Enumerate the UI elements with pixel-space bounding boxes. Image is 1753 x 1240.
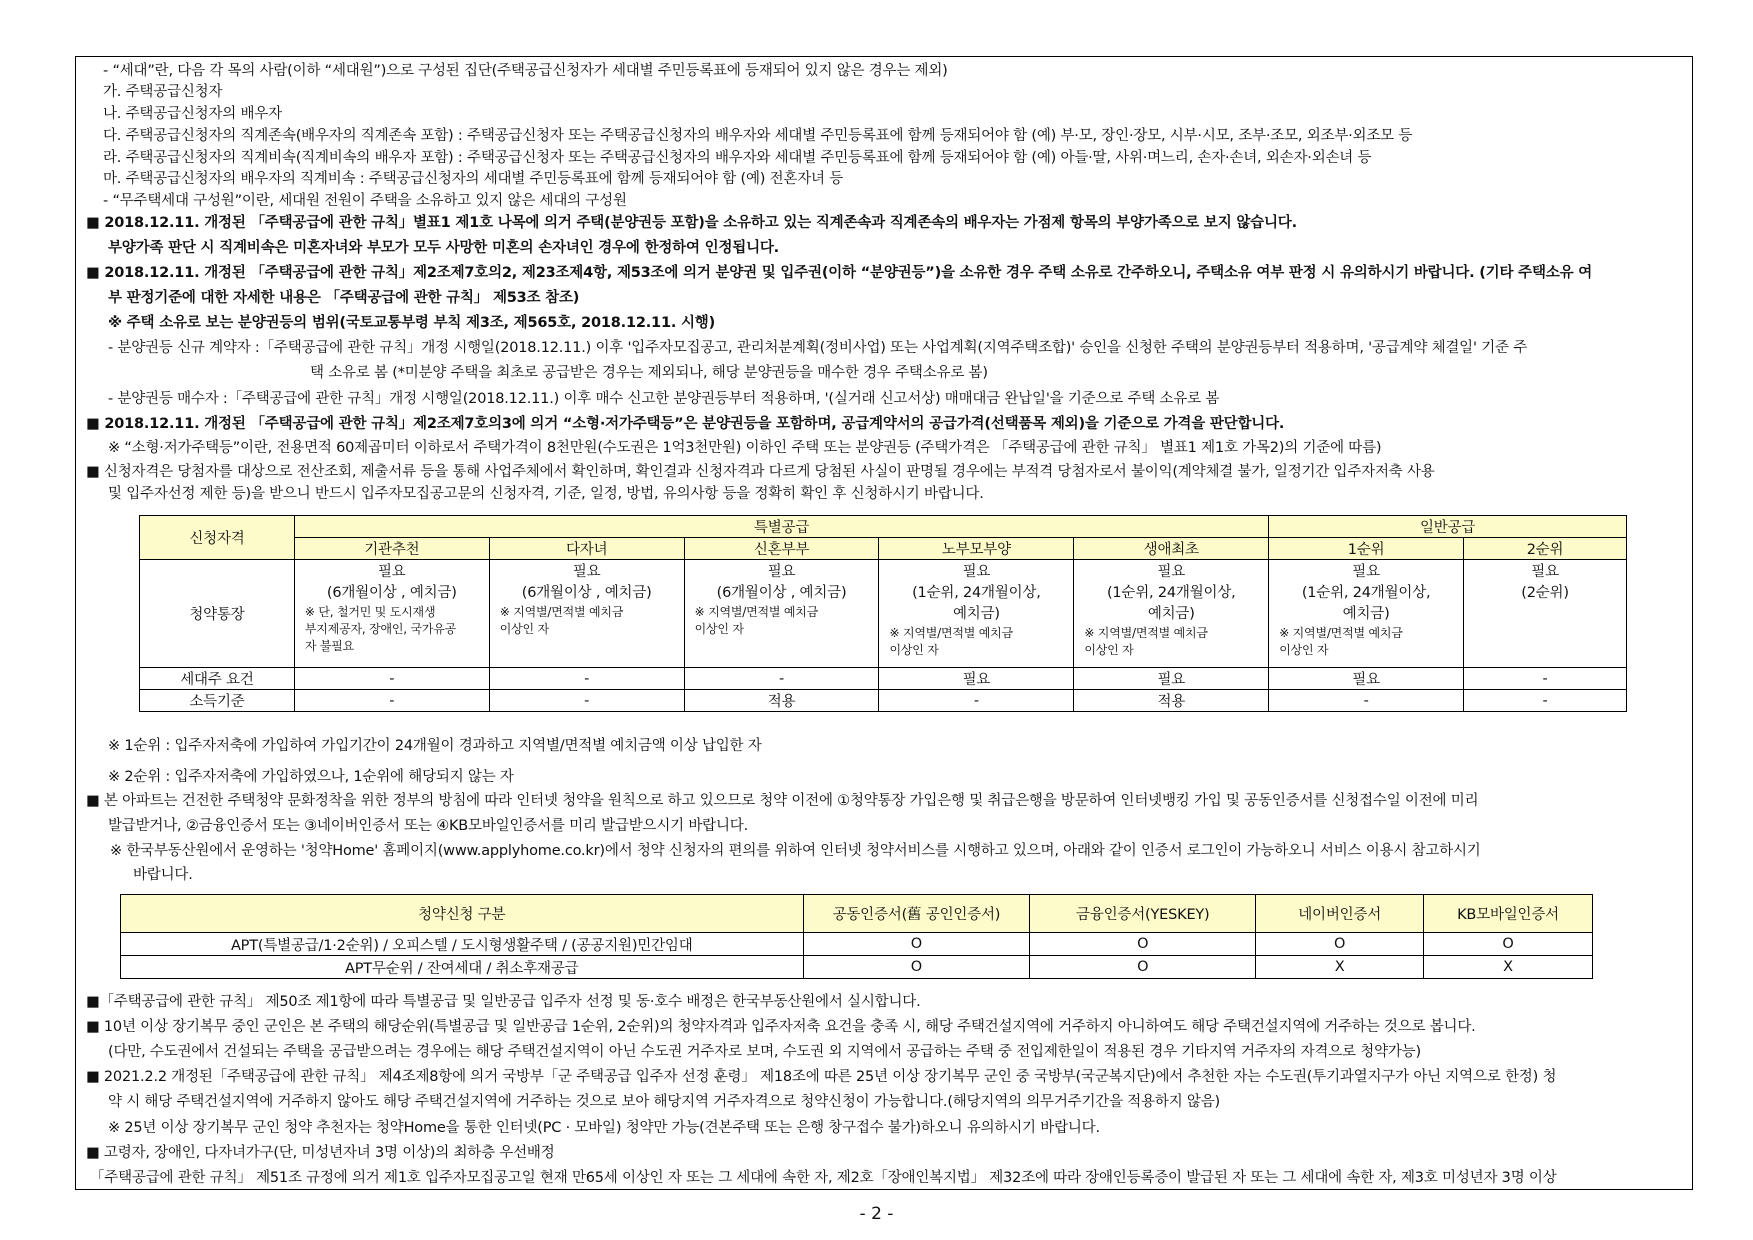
page-number: - 2 - (859, 1204, 894, 1224)
text-line-bold: 부 판정기준에 대한 자세한 내용은 「주택공급에 관한 규칙」 제53조 참조) (108, 290, 580, 306)
account-cell (684, 560, 879, 668)
text-line: (다만, 수도권에서 건설되는 주택을 공급받으려는 경우에는 해당 주택건설지역이 아닌 수도권 거주자로 보며, 수도권 외 지역에서 공급하는 주택 중 전입제한일이 적용된 경우 기타지역 거주자의 자격으로 청약가능) (108, 1044, 1421, 1060)
table-row (121, 933, 1593, 956)
col-header: KB모바일인증서 (1424, 895, 1593, 933)
text-line: - “무주택세대 구성원”이란, 세대원 전원이 주택을 소유하고 있지 않은 세대의 구성원 (103, 193, 627, 209)
table-cell: - (294, 690, 489, 712)
col-header: 1순위 (1269, 538, 1464, 560)
text-line: 라. 주택공급신청자의 직계비속(직계비속의 배우자 포함) : 주택공급신청자 또는 주택공급신청자의 배우자와 세대별 주민등록표에 함께 등재되어야 함 (예) 아들·딸, 사위·며느리, 손자·손녀, 외손자·외손녀 등 (103, 150, 1372, 166)
table-row (121, 956, 1593, 979)
text-line: ■ 신청자격은 당첨자를 대상으로 전산조회, 제출서류 등을 통해 사업주체에서 확인하며, 확인결과 신청자격과 다르게 당첨된 사실이 판명될 경우에는 부적격 당첨자로서 불이익(계약체결 불가, 일정기간 입주자저축 사용 (86, 464, 1435, 480)
table-cell: APT(특별공급/1·2순위) / 오피스텔 / 도시형생활주택 / (공공지원)민간임대 (121, 933, 804, 956)
cell-main-text: 필요 (1352, 564, 1380, 580)
text-line: ■ 10년 이상 장기복무 중인 군인은 본 주택의 해당순위(특별공급 및 일반공급 1순위, 2순위)의 청약자격과 입주자저축 요건을 충족 시, 해당 주택건설지역에 거주하지 아니하여도 해당 주택건설지역에 거주하는 것으로 봅니다. (86, 1019, 1476, 1035)
table-cell: 적용 (1074, 690, 1269, 712)
cell-note-text: 이상인 자 (499, 622, 549, 636)
cell-note-text: ※ 지역별/면적별 예치금 (1279, 626, 1403, 640)
account-cell (294, 560, 489, 668)
cell-main-text: (6개월이상 , 예치금) (326, 585, 457, 601)
table-cell: O (1424, 933, 1593, 956)
text-line: - 분양권등 매수자 :「주택공급에 관한 규칙」개정 시행일(2018.12.11.) 이후 매수 신고한 분양권등부터 적용하며, '(실거래 신고서상) 매매대금 완납일'을 기준으로 주택 소유로 봄 (108, 391, 1220, 407)
cell-main-text: 필요 (378, 564, 406, 580)
cell-main-text: 예치금) (1342, 606, 1390, 622)
col-header: 다자녀 (489, 538, 684, 560)
table-cell: X (1256, 956, 1424, 979)
text-line: 발급받거나, ②금융인증서 또는 ③네이버인증서 또는 ④KB모바일인증서를 미리 발급받으시기 바랍니다. (108, 818, 749, 834)
text-line: 「주택공급에 관한 규칙」 제51조 규정에 의거 제1호 입주자모집공고일 현재 만65세 이상인 자 또는 그 세대에 속한 자, 제2호「장애인복지법」 제32조에 따라 장애인등록증이 발급된 자 또는 그 세대에 속한 자, 제3호 미성년자 3명 이상 (90, 1170, 1557, 1186)
text-line: ■ 본 아파트는 건전한 주택청약 문화정착을 위한 정부의 방침에 따라 인터넷 청약을 원칙으로 하고 있으므로 청약 이전에 ①청약통장 가입은행 및 취급은행을 방문하여 인터넷뱅킹 가입 및 공동인증서를 신청접수일 이전에 미리 (86, 793, 1479, 809)
text-line-bold: 부양가족 판단 시 직계비속은 미혼자녀와 부모가 모두 사망한 미혼의 손자녀인 경우에 한정하여 인정됩니다. (108, 240, 779, 256)
text-line: 다. 주택공급신청자의 직계존속(배우자의 직계존속 포함) : 주택공급신청자 또는 주택공급신청자의 배우자와 세대별 주민등록표에 함께 등재되어야 함 (예) 부·모, 장인·장모, 시부·시모, 조부·조모, 외조부·외조모 등 (103, 128, 1413, 144)
account-cell (1074, 560, 1269, 668)
table-cell: X (1424, 956, 1593, 979)
text-line: 마. 주택공급신청자의 배우자의 직계비속 : 주택공급신청자의 세대별 주민등록표에 함께 등재되어야 함 (예) 전혼자녀 등 (103, 171, 844, 187)
col-header: 네이버인증서 (1256, 895, 1424, 933)
text-line: 및 입주자선정 제한 등)을 받으니 반드시 입주자모집공고문의 신청자격, 기준, 일정, 방법, 유의사항 등을 정확히 확인 후 신청하시기 바랍니다. (108, 486, 984, 502)
col-header: 신혼부부 (684, 538, 879, 560)
row-label: 소득기준 (140, 690, 295, 712)
cell-note-text: ※ 지역별/면적별 예치금 (1084, 626, 1208, 640)
cell-main-text: 필요 (572, 564, 601, 580)
text-line: 나. 주택공급신청자의 배우자 (103, 106, 282, 122)
table-cell: O (1256, 933, 1424, 956)
account-cell (1269, 560, 1464, 668)
row-label: 청약통장 (140, 560, 295, 668)
cell-note-text: 이상인 자 (1084, 643, 1134, 657)
text-line: - 분양권등 신규 계약자 :「주택공급에 관한 규칙」개정 시행일(2018.12.11.) 이후 '입주자모집공고, 관리처분계획(정비사업) 또는 사업계획(지역주택조합)' 승인을 신청한 주택의 분양권등부터 적용하며, '공급계약 체결일' 기준 주 (108, 340, 1528, 356)
cell-main-text: (2순위) (1521, 585, 1569, 601)
header-qualification: 신청자격 (140, 516, 295, 560)
text-line: 바랍니다. (133, 867, 193, 883)
text-line: ※ “소형·저가주택등”이란, 전용면적 60제곱미터 이하로서 주택가격이 8천만원(수도권은 1억3천만원) 이하인 주택 또는 분양권등 (주택가격은 「주택공급에 관한 규칙」 별표1 제1호 가목2)의 기준에 따름) (108, 440, 1382, 456)
text-line: ※ 25년 이상 장기복무 군인 청약 추천자는 청약Home을 통한 인터넷(PC · 모바일) 청약만 가능(견본주택 또는 은행 창구접수 불가)하오니 유의하시기 바랍니다. (108, 1120, 1100, 1136)
cell-main-text: 필요 (962, 564, 991, 580)
account-cell (489, 560, 684, 668)
cell-main-text: (1순위, 24개월이상, (1301, 585, 1431, 601)
table-cell: - (684, 668, 879, 690)
cell-main-text: (6개월이상 , 예치금) (521, 585, 652, 601)
text-line: ※ 2순위 : 입주자저축에 가입하였으나, 1순위에 해당되지 않는 자 (108, 769, 514, 785)
text-line: ■「주택공급에 관한 규칙」 제50조 제1항에 따라 특별공급 및 일반공급 입주자 선정 및 동·호수 배정은 한국부동산원에서 실시합니다. (86, 994, 921, 1010)
text-line-bold: ※ 주택 소유로 보는 분양권등의 범위(국토교통부령 부칙 제3조, 제565호, 2018.12.11. 시행) (108, 315, 716, 331)
table-cell: APT무순위 / 잔여세대 / 취소후재공급 (121, 956, 804, 979)
account-cell (1464, 560, 1627, 668)
text-line: 택 소유로 봄 (*미분양 주택을 최초로 공급받은 경우는 제외되나, 해당 분양권등을 매수한 경우 주택소유로 봄) (310, 365, 988, 381)
cell-note-text: ※ 단, 철거민 및 도시재생 (304, 605, 436, 619)
table-cell: - (489, 668, 684, 690)
account-cell (879, 560, 1074, 668)
table-cell: O (1030, 956, 1256, 979)
row-label: 세대주 요건 (140, 668, 295, 690)
table-cell: 필요 (879, 668, 1074, 690)
table-cell: - (489, 690, 684, 712)
text-line-bold: ■ 2018.12.11. 개정된 「주택공급에 관한 규칙」제2조제7호의3에 의거 “소형·저가주택등”은 분양권등을 포함하며, 공급계약서의 공급가격(선택품목 제외)을 기준으로 가격을 판단합니다. (86, 416, 1285, 432)
text-line: 약 시 해당 주택건설지역에 거주하지 않아도 해당 주택건설지역에 거주하는 것으로 보아 해당지역 거주자격으로 청약신청이 가능합니다.(해당지역의 의무거주기간을 적용하지 않음) (108, 1094, 1220, 1110)
table-cell: 필요 (1269, 668, 1464, 690)
cell-note-text: 부지제공자, 장애인, 국가유공 (304, 622, 457, 636)
qualification-table (139, 515, 1627, 712)
table-cell: - (1269, 690, 1464, 712)
col-header: 기관추천 (294, 538, 489, 560)
table-cell: 필요 (1074, 668, 1269, 690)
table-cell: O (803, 933, 1030, 956)
table-cell: 적용 (684, 690, 879, 712)
cell-note-text: 이상인 자 (1279, 643, 1329, 657)
text-line-bold: ■ 2018.12.11. 개정된 「주택공급에 관한 규칙」별표1 제1호 나목에 의거 주택(분양권등 포함)을 소유하고 있는 직계존속과 직계존속의 배우자는 가점제 항목의 부양가족으로 보지 않습니다. (86, 215, 1297, 231)
text-line-bold: ■ 2018.12.11. 개정된 「주택공급에 관한 규칙」제2조제7호의2, 제23조제4항, 제53조에 의거 분양권 및 입주권(이하 “분양권등”)을 소유한 경우 주택 소유로 간주하오니, 주택소유 여부 판정 시 유의하시기 바랍니다. (기타 주택소유 여 (86, 265, 1593, 281)
table-cell: O (803, 956, 1030, 979)
cell-note-text: ※ 지역별/면적별 예치금 (499, 605, 624, 619)
text-line: 가. 주택공급신청자 (103, 84, 223, 100)
cell-note-text: ※ 지역별/면적별 예치금 (889, 626, 1013, 640)
text-line: ■ 2021.2.2 개정된「주택공급에 관한 규칙」 제4조제8항에 의거 국방부「군 주택공급 입주자 선정 훈령」 제18조에 따른 25년 이상 장기복무 군인 중 국방부(국군복지단)에서 추천한 자는 수도권(투기과열지구가 아닌 지역으로 한정) 청 (86, 1069, 1557, 1085)
text-line: ※ 1순위 : 입주자저축에 가입하여 가입기간이 24개월이 경과하고 지역별/면적별 예치금액 이상 납입한 자 (108, 738, 762, 754)
cell-main-text: (6개월이상 , 예치금) (716, 585, 847, 601)
cell-main-text: (1순위, 24개월이상, (912, 585, 1041, 601)
header-special-supply: 특별공급 (294, 516, 1268, 538)
certificate-table (120, 894, 1593, 979)
cell-main-text: (1순위, 24개월이상, (1106, 585, 1236, 601)
col-header: 금융인증서(YESKEY) (1030, 895, 1256, 933)
text-line: ※ 한국부동산원에서 운영하는 '청약Home' 홈페이지(www.applyhome.co.kr)에서 청약 신청자의 편의를 위하여 인터넷 청약서비스를 시행하고 있으며, 아래와 같이 인증서 로그인이 가능하오니 서비스 이용시 참고하시기 (110, 843, 1481, 859)
cell-note-text: 이상인 자 (889, 643, 939, 657)
cell-main-text: 예치금) (952, 606, 1000, 622)
col-header: 노부모부양 (879, 538, 1074, 560)
header-general-supply: 일반공급 (1269, 516, 1627, 538)
table-cell: O (1030, 933, 1256, 956)
cell-main-text: 예치금) (1147, 606, 1195, 622)
cell-main-text: 필요 (1157, 564, 1186, 580)
text-line: ■ 고령자, 장애인, 다자녀가구(단, 미성년자녀 3명 이상)의 최하층 우선배정 (86, 1145, 555, 1161)
col-header: 2순위 (1464, 538, 1627, 560)
cell-main-text: 필요 (1531, 564, 1559, 580)
table-cell: - (294, 668, 489, 690)
cell-main-text: 필요 (767, 564, 796, 580)
table-cell: - (879, 690, 1074, 712)
cell-note-text: 이상인 자 (694, 622, 744, 636)
text-line: - “세대”란, 다음 각 목의 사람(이하 “세대원”)으로 구성된 집단(주택공급신청자가 세대별 주민등록표에 등재되어 있지 않은 경우는 제외) (103, 63, 948, 79)
col-header: 생애최초 (1074, 538, 1269, 560)
col-header: 청약신청 구분 (121, 895, 804, 933)
table-cell: - (1464, 668, 1627, 690)
col-header: 공동인증서(舊 공인인증서) (803, 895, 1030, 933)
table-cell: - (1464, 690, 1627, 712)
cell-note-text: 자 불필요 (304, 639, 355, 653)
cell-note-text: ※ 지역별/면적별 예치금 (694, 605, 819, 619)
